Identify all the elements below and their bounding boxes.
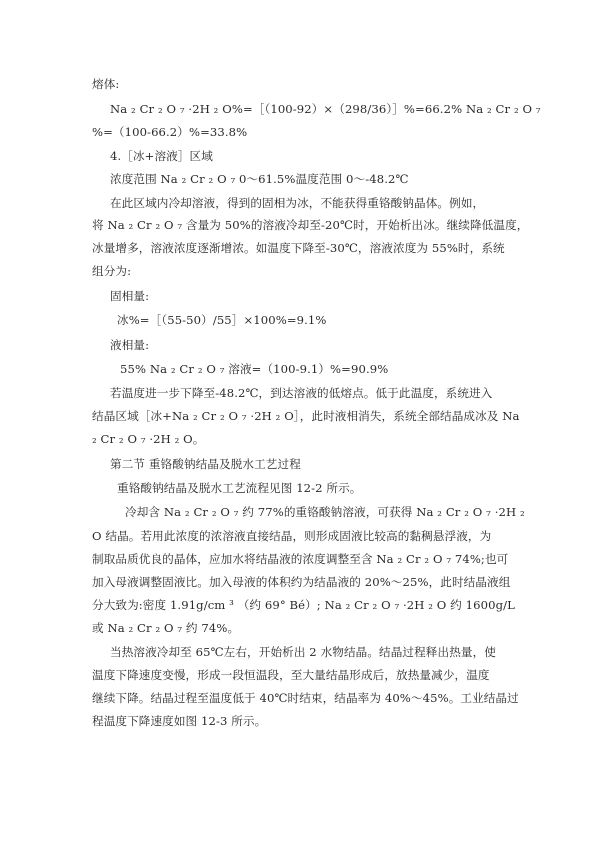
text-line: 在此区域内冷却溶液，得到的固相为冰，不能获得重铬酸钠晶体。例如， <box>110 196 485 210</box>
text-line: 将 Na ₂ Cr ₂ O ₇ 含量为 50%的溶液冷却至-20℃时，开始析出冰。继续降低温度， <box>92 218 529 232</box>
formula-line: Na ₂ Cr ₂ O ₇ ·2H ₂ O%=［（100-92）×（298/36）］%=66.2% Na ₂ Cr ₂ O ₇ <box>110 102 541 116</box>
text-line: 温度下降速度变慢，形成一段恒温段，至大量结晶形成后，放热量减少，温度 <box>92 668 490 682</box>
text-line: 冷却含 Na ₂ Cr ₂ O ₇ 约 77%的重铬酸钠溶液，可获得 Na ₂ Cr ₂ O ₇ ·2H ₂ <box>125 505 525 519</box>
text-line: ₂ Cr ₂ O ₇ ·2H ₂ O。 <box>92 432 205 446</box>
text-line: 分大致为:密度 1.91g/cm ³ （约 69° Bé）; Na ₂ Cr ₂ O ₇ ·2H ₂ O 约 1600g/L <box>92 598 515 612</box>
text-line: 或 Na ₂ Cr ₂ O ₇ 约 74%。 <box>92 621 240 635</box>
text-line: 若温度进一步下降至-48.2℃，到达溶液的低熔点。低于此温度，系统进入 <box>110 386 493 400</box>
formula-line: 55% Na ₂ Cr ₂ O ₇ 溶液=（100-9.1）%=90.9% <box>120 362 389 376</box>
text-line: 结晶区域［冰+Na ₂ Cr ₂ O ₇ ·2H ₂ O］，此时液相消失，系统全部结晶成冰及 Na <box>92 409 520 423</box>
chapter-heading: 第二节 重铬酸钠结晶及脱水工艺过程 <box>110 457 301 471</box>
text-line: O 结晶。若用此浓度的浓溶液直接结晶，则形成固液比较高的黏稠悬浮液，为 <box>92 529 492 543</box>
section-heading: 4.［冰+溶液］区域 <box>110 149 213 163</box>
formula-line: 冰%=［（55-50）/55］×100%=9.1% <box>117 313 327 327</box>
text-line: 制取品质优良的晶体，应加水将结晶液的浓度调整至含 Na ₂ Cr ₂ O ₇ 74%;也可 <box>92 552 509 566</box>
text-line: 加入母液调整固液比。加入母液的体积约为结晶液的 20%～25%，此时结晶液组 <box>92 575 511 589</box>
text-line: 固相量: <box>110 289 150 303</box>
text-line: 继续下降。结晶过程至温度低于 40℃时结束，结晶率为 40%～45%。工业结晶过 <box>92 691 519 705</box>
text-line: 组分为: <box>92 264 132 278</box>
formula-line: %=（100-66.2）%=33.8% <box>92 125 248 139</box>
text-line: 熔体: <box>92 77 120 91</box>
text-line: 液相量: <box>110 338 150 352</box>
text-line: 冰量增多，溶液浓度逐渐增浓。如温度下降至-30℃，溶液浓度为 55%时，系统 <box>92 241 505 255</box>
text-line: 当热溶液冷却至 65℃左右，开始析出 2 水物结晶。结晶过程释出热量，使 <box>110 645 496 659</box>
text-line: 重铬酸钠结晶及脱水工艺流程见图 12-2 所示。 <box>117 481 362 495</box>
text-line: 浓度范围 Na ₂ Cr ₂ O ₇ 0～61.5%温度范围 0～-48.2℃ <box>110 172 409 186</box>
text-line: 程温度下降速度如图 12-3 所示。 <box>92 714 267 728</box>
